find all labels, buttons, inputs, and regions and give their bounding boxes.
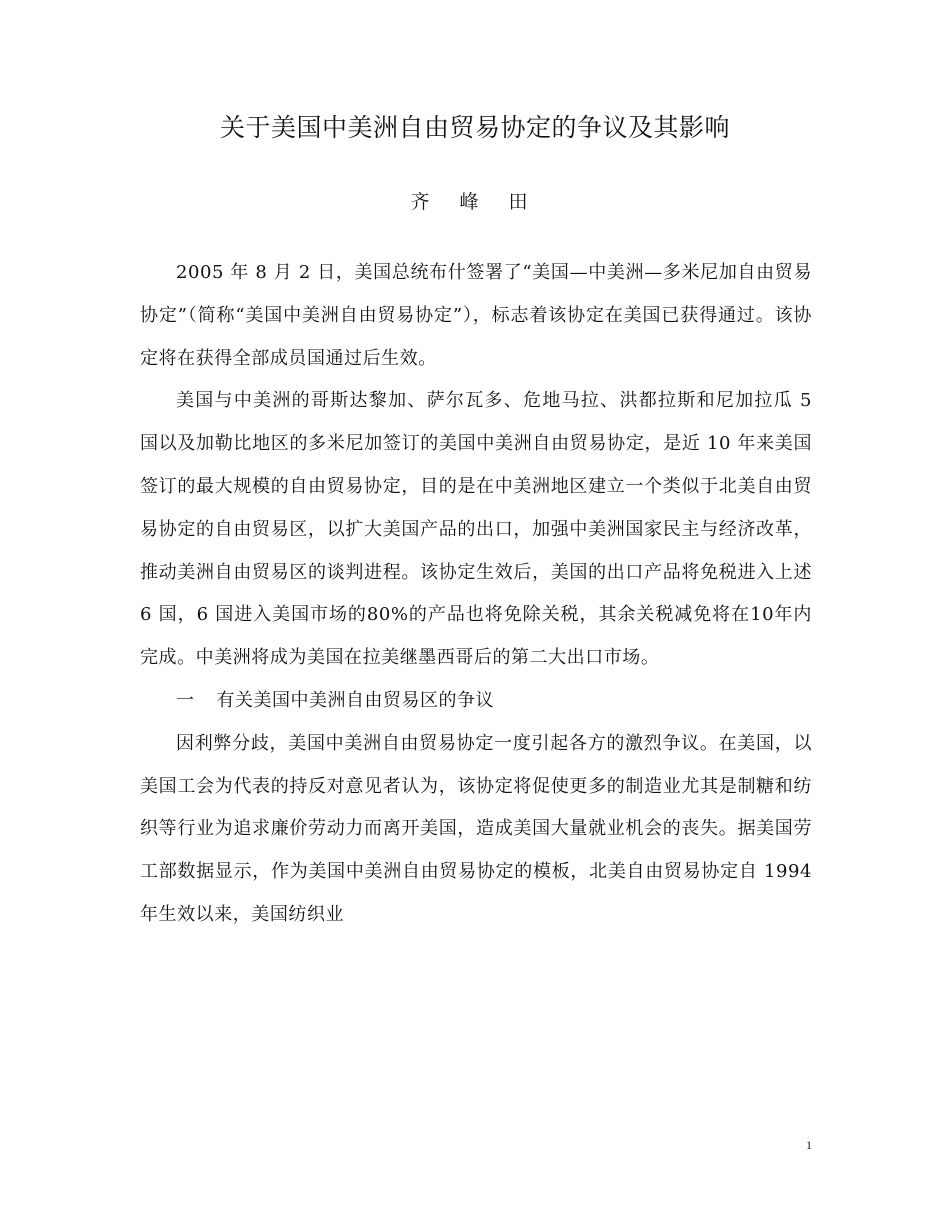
section-heading [140,680,812,723]
section-number: 一 [176,689,195,711]
paragraph-2: 美国与中美洲的哥斯达黎加、萨尔瓦多、危地马拉、洪都拉斯和尼加拉瓜 5 国以及加勒比地区的多米尼加签订的美国中美洲自由贸易协定，是近 10 年来美国签订的最大规模的自由贸易协定，目的是在中美洲地区建立一个类似于北美自由贸易协定的自由贸易区，以扩大美国产品的出口，加强中美洲国家民主与经济改革，推动美洲自由贸易区的谈判进程。该协定生效后，美国的出口产品将免税进入上述 6 国，6 国进入美国市场的80%的产品也将免除关税，其余关税减免将在10年内完成。中美洲将成为美国在拉美继墨西哥后的第二大出口市场。 [140,390,812,669]
page-number: 1 [806,1138,812,1152]
paragraph-3: 因利弊分歧，美国中美洲自由贸易协定一度引起各方的激烈争议。在美国，以美国工会为代表的持反对意见者认为，该协定将促使更多的制造业尤其是制糖和纺织等行业为追求廉价劳动力而离开美国，造成美国大量就业机会的丧失。据美国劳工部数据显示，作为美国中美洲自由贸易协定的模板，北美自由贸易协定自 1994 年生效以来，美国纺织业 [140,732,812,925]
document-title: 关于美国中美洲自由贸易协定的争议及其影响 [219,113,730,142]
paragraph-1: 2005 年 8 月 2 日，美国总统布什签署了“美国—中美洲—多米尼加自由贸易协定”（简称“美国中美洲自由贸易协定”），标志着该协定在美国已获得通过。该协定将在获得全部成员国通过后生效。 [140,262,812,369]
document-body [140,252,812,937]
section-heading-text: 有关美国中美洲自由贸易区的争议 [216,689,494,711]
author-name: 齐 峰 田 [410,191,540,213]
